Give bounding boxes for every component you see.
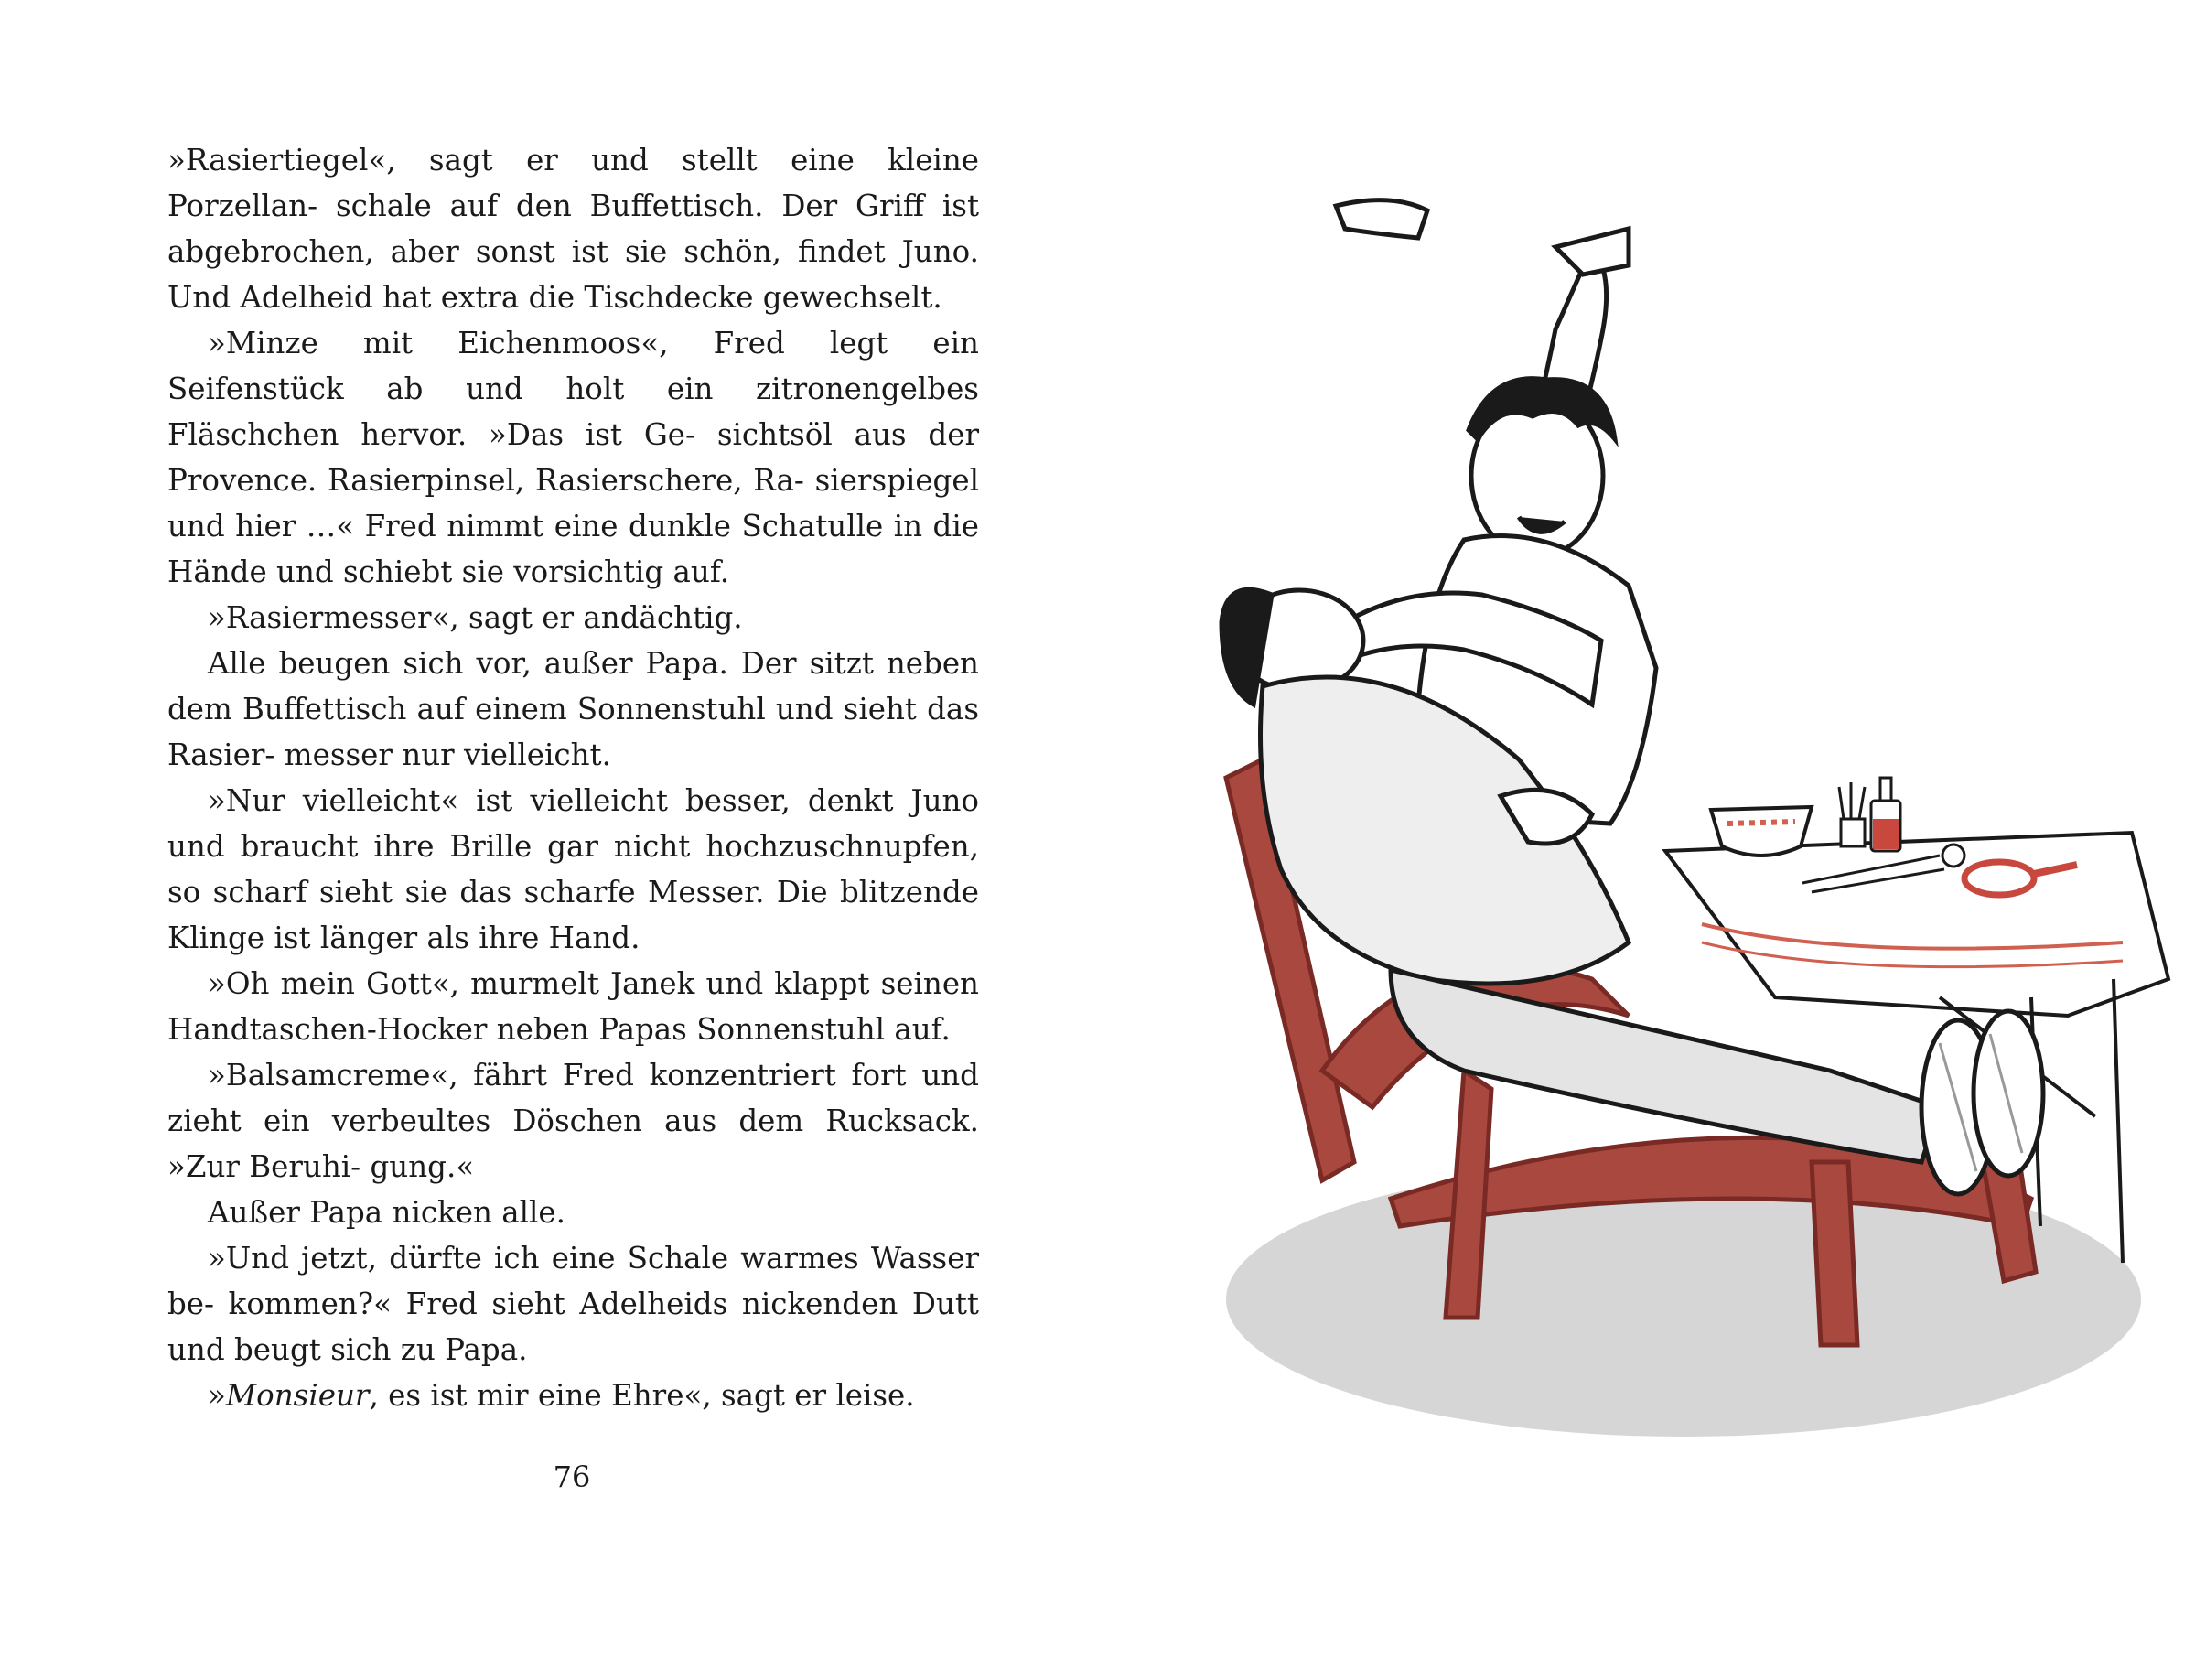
barber-shaving-illustration [1116,192,2187,1492]
paragraph-last: »Monsieur, es ist mir eine Ehre«, sagt er leise. [208,1378,915,1413]
page-number: 76 [553,1459,591,1494]
razor [1336,200,1427,238]
paragraph: »Oh mein Gott«, murmelt Janek und klappt seinen Handtaschen-Hocker neben Papas Sonnenstuhl auf. [167,966,979,1047]
paragraph: Außer Papa nicken alle. [208,1195,565,1230]
brush-pot [1839,782,1865,846]
oil-bottle [1871,778,1900,851]
paragraph: »Nur vielleicht« ist vielleicht besser, denkt Juno und braucht ihre Brille gar nicht hochzuschnupfen, so scharf sieht sie das scharfe Messer. Die blitzende Klinge ist länger als ihre Hand. [167,783,979,955]
paragraph: »Minze mit Eichenmoos«, Fred legt ein Seifenstück ab und holt ein zitronengelbes Fläschchen hervor. »Das ist Ge- sichtsöl aus der Provence. Rasierpinsel, Rasierschere, Ra- sierspiegel und hier …« Fred nimmt eine dunkle Schatulle in die Hände und schiebt sie vorsichtig auf. [167,326,979,589]
paragraph: »Rasiermesser«, sagt er andächtig. [208,600,743,635]
paragraph: »Rasiertiegel«, sagt er und stellt eine kleine Porzellan- schale auf den Buffettisch. Der Griff ist abgebrochen, aber sonst ist sie schön, findet Juno. Und Adelheid hat extra die Tischdecke gewechselt. [167,143,979,315]
body-text [167,137,979,1418]
paragraph: Alle beugen sich vor, außer Papa. Der sitzt neben dem Buffettisch auf einem Sonnenstuhl und sieht das Rasier- messer nur vielleicht. [167,646,979,772]
paragraph: »Und jetzt, dürfte ich eine Schale warmes Wasser be- kommen?« Fred sieht Adelheids nickenden Dutt und beugt sich zu Papa. [167,1241,979,1367]
shaving-bowl [1711,807,1812,856]
right-page [1098,0,2195,1680]
italic-word: Monsieur [225,1378,370,1413]
paragraph: »Balsamcreme«, fährt Fred konzentriert fort und zieht ein verbeultes Döschen aus dem Rucksack. »Zur Beruhi- gung.« [167,1058,979,1184]
